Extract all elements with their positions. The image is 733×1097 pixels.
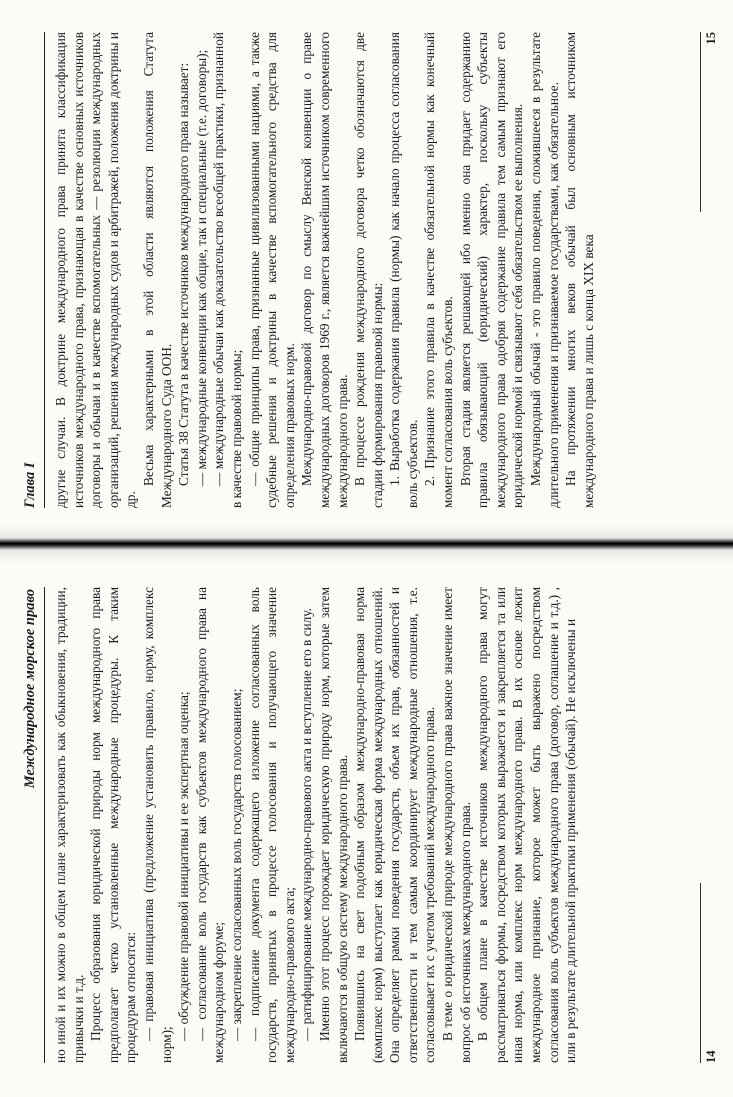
paragraph: Международно-правовой договор по смыслу Венской конвенции о праве международных договоров 1969 г., является важнейшим источником современного международного права. bbox=[299, 32, 350, 508]
paragraph: другие случаи. В доктрине международного права принята классификация источников международного права, признающая в качестве основных источников договоры и обычаи и в качестве вспомогательных — резолюции международных организаций, решения международных судов и арбитражей, положения доктрины и др. bbox=[53, 32, 139, 508]
left-page bbox=[0, 559, 733, 1079]
running-head: Глава I bbox=[22, 462, 38, 508]
paragraph: — правовая инициатива (предложение установить правило, норму, комплекс норм); bbox=[140, 587, 174, 1063]
paragraph: Весьма характерными в этой области являются положения Статута Международного Суда ООН. bbox=[140, 32, 174, 508]
paragraph: Появившись на свет подобным образом международно-правовая норма (комплекс норм) выступает как юридическая форма международных отношений. Она определяет рамки поведения государств, объем их прав, обязанностей и ответственности и тем самым координирует международные отношения, т.е. согласовывает их с учетом требований международного права. bbox=[352, 587, 438, 1063]
paragraph: В процессе рождения международного договора четко обозначаются две стадии формирования правовой нормы: bbox=[352, 32, 385, 508]
body-text bbox=[52, 587, 580, 1063]
paragraph: Вторая стадия является решающей ибо именно она придает содержанию правила обязывающий (юридический) характер, поскольку субъекты международного права одобряя содержание правила тем самым признают его юридической нормой и связывают себя обязательством ее выполнения. bbox=[457, 32, 526, 508]
paragraph: — общие принципы права, признанные цивилизованными нациями, а также судебные решения и доктрины в качестве вспомогательного средства для определения правовых норм. bbox=[246, 32, 297, 508]
paragraph: — закрепление согласованных воль государств голосованием; bbox=[228, 688, 244, 1041]
header-rule bbox=[44, 32, 45, 508]
footer-rule bbox=[700, 883, 701, 1063]
paragraph: Процесс образования юридической природы норм международного права предполагает четко установленные международные процедуры. К таким процедурам относятся: bbox=[88, 587, 139, 1063]
paragraph: — обсуждение правовой инициативы и ее экспертная оценка; bbox=[176, 691, 192, 1041]
book-spine bbox=[0, 524, 733, 564]
page-number: 14 bbox=[704, 1050, 718, 1063]
paragraph: Именно этот процесс порождает юридическую природу норм, которые затем включаются в общую систему международного права. bbox=[316, 587, 350, 1063]
paragraph: Статья 38 Статута в качестве источников международного права называет: bbox=[176, 62, 192, 486]
footer-rule bbox=[700, 32, 701, 212]
running-head: Международное морское право bbox=[22, 589, 38, 789]
paragraph: — ратифицирование международно-правового акта и вступление его в силу. bbox=[299, 608, 315, 1041]
paragraph: 1. Выработка содержания правила (нормы) как начало процесса согласования воль субъектов. bbox=[387, 32, 420, 508]
body-text bbox=[52, 32, 597, 508]
page-number: 15 bbox=[704, 32, 718, 45]
right-page bbox=[0, 4, 733, 524]
paragraph: но иной и их можно в общем плане характеризовать как обыкновения, традиции, привычки и т.д. bbox=[53, 587, 86, 1063]
paragraph: На протяжении многих веков обычай был основным источником международного права и лишь с конца XIX века bbox=[563, 32, 596, 508]
paragraph: В теме о юридической природе международного права важное значение имеет вопрос об источниках международного права. bbox=[440, 587, 473, 1063]
paragraph: Международный обычай - это правило поведения, сложившееся в результате длительного применения и признаваемое государствами, как обязательное. bbox=[528, 32, 561, 508]
paragraph: — международные конвенции как общие, так и специальные (т.е. договоры); bbox=[193, 49, 209, 486]
header-rule bbox=[44, 587, 45, 1063]
paragraph: — международные обычаи как доказательство всеобщей практики, признанной в качестве правовой нормы; bbox=[211, 32, 244, 508]
paragraph: — подписание документа содержащего изложение согласованных воль государств, принятых в процессе голосования и получающего значение международно-правового акта; bbox=[246, 587, 297, 1063]
paragraph: — согласование воль государств как субъектов международного права на международном форуме; bbox=[193, 587, 227, 1063]
paragraph: В общем плане в качестве источников международного права могут рассматриваться формы, посредством которых выражается и закрепляется та или иная норма, или комплекс норм международного права. В их основе лежит международное признание, которое может быть выражено посредством согласования воль субъектов международного права (договор, соглашение и т.д.) , или в результате длительной практики применения (обычай). Не исключены и bbox=[475, 587, 579, 1063]
paragraph: 2. Признание этого правила в качестве обязательной нормы как конечный момент согласования воль субъектов. bbox=[422, 32, 456, 508]
